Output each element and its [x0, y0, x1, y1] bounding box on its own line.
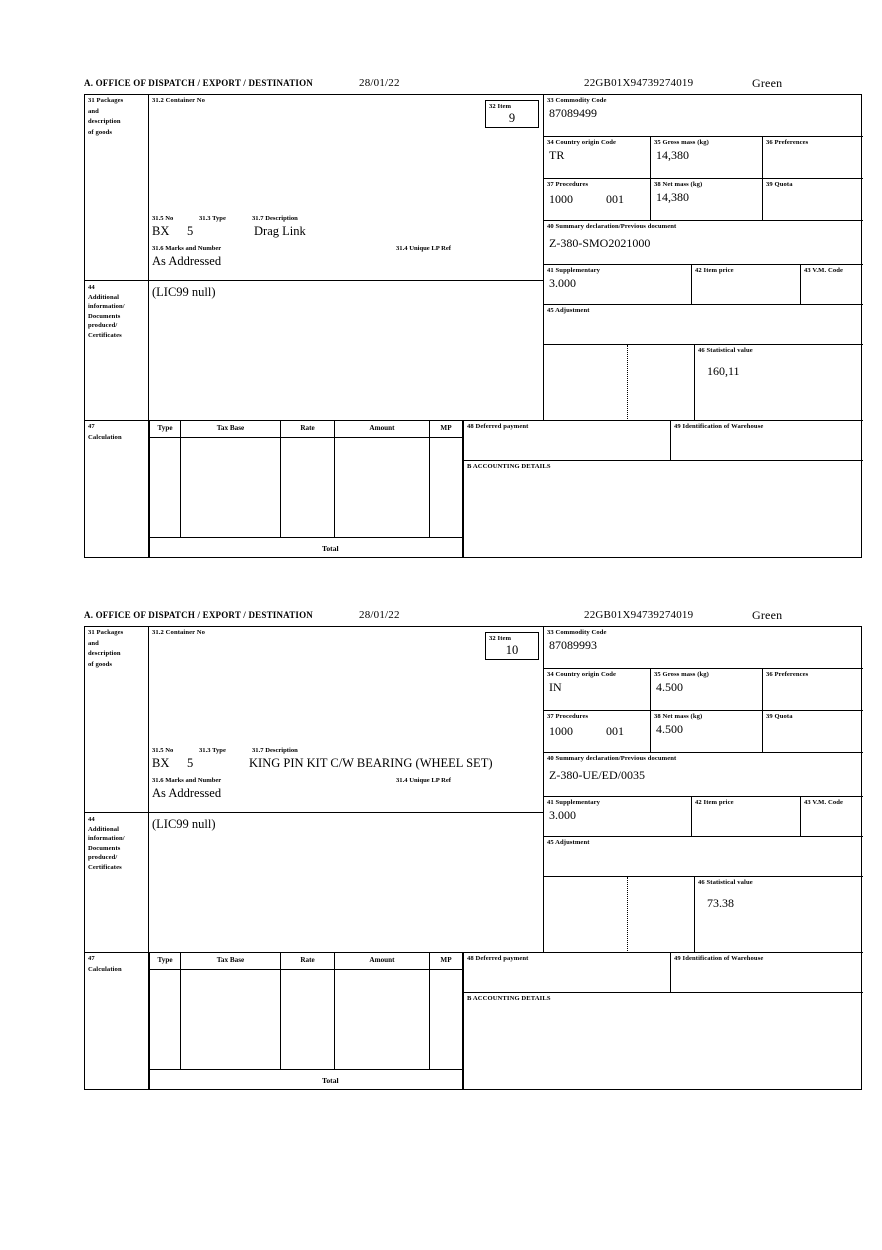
net-mass-value-2: 4.500: [656, 721, 683, 736]
quota-value-2: [763, 722, 863, 723]
declaration-table: [84, 94, 862, 558]
box-44-label-4: Documents: [88, 312, 121, 320]
dotted-divider-2: [627, 877, 628, 953]
calc-col-amount-body-2: [335, 970, 430, 1070]
box-47-label-2: Calculation: [88, 433, 122, 441]
box-31-2-label: 31.2 Container No: [152, 97, 206, 104]
box-31-label-2: and: [88, 107, 99, 115]
box-44-label-1-2: 44: [88, 816, 95, 823]
box-44-label-5: produced/: [88, 322, 118, 329]
statistical-value: 160,11: [707, 363, 740, 378]
box-34-label-2: 34 Country origin Code: [547, 671, 617, 678]
box-42-item-price: [692, 265, 801, 305]
accounting-details-label-2: B ACCOUNTING DETAILS: [467, 995, 551, 1002]
box-38-label-2: 38 Net mass (kg): [654, 713, 703, 720]
box-38-label: 38 Net mass (kg): [654, 181, 703, 188]
box-49-warehouse-2: [671, 953, 863, 993]
box-31-5-label: 31.5 No: [152, 215, 174, 222]
calc-col-amount-body: [335, 438, 430, 538]
box-46-label-2: 46 Statistical value: [698, 879, 753, 886]
box-36-label-2: 36 Preferences: [766, 671, 809, 678]
commodity-code-value-2: 87089993: [549, 637, 597, 652]
statistical-value-2: 73.38: [707, 895, 734, 910]
box-33-label-2: 33 Commodity Code: [547, 629, 607, 636]
box-48-label-2: 48 Deferred payment: [467, 955, 529, 962]
box-43-vm-code-2: [801, 797, 863, 837]
country-origin-value-2: IN: [549, 679, 562, 694]
country-origin-value: TR: [549, 147, 565, 162]
package-no-value-2: BX: [152, 756, 170, 770]
box-40-label-2: 40 Summary declaration/Previous document: [547, 755, 677, 762]
adjustment-value: [544, 316, 863, 317]
box-31-3-label-2: 31.3 Type: [199, 747, 226, 754]
calc-col-mp-body-2: [430, 970, 463, 1070]
declaration-date: 28/01/22: [359, 77, 400, 89]
box-39-quota: [763, 179, 863, 221]
box-38-net-mass-2: [651, 711, 763, 753]
box-31-label-1: 31 Packages: [88, 97, 124, 104]
box-44-label-5-2: produced/: [88, 854, 118, 861]
box-31-4-label-2: 31.4 Unique LP Ref: [396, 777, 451, 784]
box-47-calculation-label: [85, 421, 149, 558]
box-36-preferences: [763, 137, 863, 179]
movement-reference-number-2: 22GB01X94739274019: [584, 609, 694, 621]
box-49-label: 49 Identification of Warehouse: [674, 423, 764, 430]
calc-taxbase-label-2: Tax Base: [216, 956, 245, 964]
declaration-form-item-10: [84, 610, 862, 1090]
calc-type-label-2: Type: [157, 956, 173, 964]
package-type-value: 5: [187, 224, 194, 238]
calc-col-taxbase-header: [181, 421, 281, 438]
goods-description-value-2: KING PIN KIT C/W BEARING (WHEEL SET): [249, 756, 493, 770]
box-37-label-2: 37 Procedures: [547, 713, 589, 720]
form-header-2: [84, 610, 862, 626]
preferences-value: [763, 148, 863, 149]
box-44-label-2: Additional: [88, 293, 120, 301]
form-header: [84, 78, 862, 94]
box-34-country-origin-2: [544, 669, 651, 711]
box-39-quota-2: [763, 711, 863, 753]
box-44-content-2: [149, 813, 544, 953]
calculation-grid: [149, 421, 463, 558]
box-31-label-3: description: [88, 118, 121, 126]
box-31-label-1-2: 31 Packages: [88, 629, 124, 636]
warehouse-id-value: [671, 432, 863, 433]
adjustment-value-2: [544, 848, 863, 849]
box-37-procedures-2: [544, 711, 651, 753]
box-31-7-label-2: 31.7 Description: [252, 747, 298, 754]
calc-col-mp-header: [430, 421, 463, 438]
calc-col-mp-header-2: [430, 953, 463, 970]
box-42-label: 42 Item price: [695, 267, 734, 274]
box-44-additional-info-2: [85, 813, 149, 953]
vm-code-value-2: [801, 808, 863, 809]
box-31-7-label: 31.7 Description: [252, 215, 298, 222]
box-42-label-2: 42 Item price: [695, 799, 734, 806]
warehouse-id-value-2: [671, 964, 863, 965]
calc-col-amount-header: [335, 421, 430, 438]
box-31-label-2-2: and: [88, 639, 99, 647]
box-42-item-price-2: [692, 797, 801, 837]
box-31-2-label-2: 31.2 Container No: [152, 629, 206, 636]
vm-code-value: [801, 276, 863, 277]
box-35-gross-mass-2: [651, 669, 763, 711]
box-31-label-4: of goods: [88, 128, 113, 136]
procedure-code-1: 1000: [549, 191, 573, 206]
calc-col-taxbase-header-2: [181, 953, 281, 970]
box-33-label: 33 Commodity Code: [547, 97, 607, 104]
deferred-payment-value: [464, 432, 670, 433]
box-44-label-2-2: Additional: [88, 825, 120, 833]
box-46-row-2: [544, 877, 863, 953]
preferences-value-2: [763, 680, 863, 681]
box-31-packages-2: [85, 627, 149, 813]
calc-mp-label-2: MP: [440, 956, 452, 964]
box-49-warehouse: [671, 421, 863, 461]
summary-declaration-value: Z-380-SMO2021000: [549, 235, 651, 250]
box-43-label: 43 V.M. Code: [804, 267, 844, 274]
dotted-divider: [627, 345, 628, 421]
box-37-procedures: [544, 179, 651, 221]
calc-col-rate-body: [281, 438, 335, 538]
box-41-supplementary-2: [544, 797, 692, 837]
calc-taxbase-label: Tax Base: [216, 424, 245, 432]
box-44-label-4-2: Documents: [88, 844, 121, 852]
box-48-deferred-payment-2: [463, 953, 671, 993]
box-43-vm-code: [801, 265, 863, 305]
accounting-details-section-2: [463, 993, 863, 1090]
box-41-label-2: 41 Supplementary: [547, 799, 601, 806]
box-38-net-mass: [651, 179, 763, 221]
box-45-label: 45 Adjustment: [547, 307, 590, 314]
box-31-label-3-2: description: [88, 650, 121, 658]
box-41-supplementary: [544, 265, 692, 305]
summary-declaration-value-2: Z-380-UE/ED/0035: [549, 767, 645, 782]
calc-col-type-body: [149, 438, 181, 538]
box-45-adjustment-2: [544, 837, 863, 877]
box-47-label-2-2: Calculation: [88, 965, 122, 973]
box-31-packages: [85, 95, 149, 281]
calc-total-row: [149, 538, 463, 558]
calculation-grid-2: [149, 953, 463, 1090]
box-44-label-3-2: information/: [88, 835, 125, 842]
box-36-label: 36 Preferences: [766, 139, 809, 146]
supplementary-value-2: 3.000: [549, 807, 576, 822]
additional-information-value-2: (LIC99 null): [152, 817, 216, 831]
calc-total-label: Total: [322, 544, 339, 553]
calc-type-label: Type: [157, 424, 173, 432]
box-35-label-2: 35 Gross mass (kg): [654, 671, 709, 678]
box-47-calculation-label-2: [85, 953, 149, 1090]
box-43-label-2: 43 V.M. Code: [804, 799, 844, 806]
net-mass-value: 14,380: [656, 189, 689, 204]
package-no-value: BX: [152, 224, 170, 238]
box-47-label-1-2: 47: [88, 955, 95, 962]
box-35-label: 35 Gross mass (kg): [654, 139, 709, 146]
item-price-value: [692, 276, 800, 277]
box-34-country-origin: [544, 137, 651, 179]
box-44-additional-info: [85, 281, 149, 421]
package-type-value-2: 5: [187, 756, 194, 770]
calc-amount-label: Amount: [369, 424, 395, 432]
box-32-item-2: [485, 632, 539, 660]
marks-and-number-value: As Addressed: [152, 254, 222, 268]
box-39-label-2: 39 Quota: [766, 713, 793, 720]
calc-col-rate-header-2: [281, 953, 335, 970]
box-31-label-4-2: of goods: [88, 660, 113, 668]
calc-col-amount-header-2: [335, 953, 430, 970]
procedure-code-2: 001: [606, 191, 624, 206]
box-47-label-1: 47: [88, 423, 95, 430]
commodity-code-value: 87089499: [549, 105, 597, 120]
box-46-statistical-value: [694, 345, 863, 421]
deferred-payment-value-2: [464, 964, 670, 965]
declaration-date-2: 28/01/22: [359, 609, 400, 621]
box-40-summary-declaration-2: [544, 753, 863, 797]
box-45-label-2: 45 Adjustment: [547, 839, 590, 846]
calc-col-type-body-2: [149, 970, 181, 1070]
box-44-label-1: 44: [88, 284, 95, 291]
goods-description-value: Drag Link: [254, 224, 306, 238]
box-36-preferences-2: [763, 669, 863, 711]
calc-total-label-2: Total: [322, 1076, 339, 1085]
declaration-form-item-9: [84, 78, 862, 558]
box-40-label: 40 Summary declaration/Previous document: [547, 223, 677, 230]
box-40-summary-declaration: [544, 221, 863, 265]
calc-total-row-2: [149, 1070, 463, 1090]
box-46-label: 46 Statistical value: [698, 347, 753, 354]
additional-information-value: (LIC99 null): [152, 285, 216, 299]
box-37-label: 37 Procedures: [547, 181, 589, 188]
accounting-details-section: [463, 461, 863, 558]
movement-reference-number: 22GB01X94739274019: [584, 77, 694, 89]
item-number-value: 9: [508, 110, 516, 125]
calc-col-type-header-2: [149, 953, 181, 970]
box-33-commodity-code-2: [544, 627, 863, 669]
box-46-row: [544, 345, 863, 421]
box-33-commodity-code: [544, 95, 863, 137]
declaration-table-2: [84, 626, 862, 1090]
box-48-deferred-payment: [463, 421, 671, 461]
box-32-label: 32 Item: [489, 103, 512, 110]
gross-mass-value-2: 4.500: [656, 679, 683, 694]
calc-col-mp-body: [430, 438, 463, 538]
calc-col-rate-header: [281, 421, 335, 438]
box-31-5-label-2: 31.5 No: [152, 747, 174, 754]
procedure-code-1-2: 1000: [549, 723, 573, 738]
accounting-details-label: B ACCOUNTING DETAILS: [467, 463, 551, 470]
lane-status-2: Green: [752, 608, 783, 622]
calc-col-rate-body-2: [281, 970, 335, 1070]
box-44-label-3: information/: [88, 303, 125, 310]
calc-col-taxbase-body-2: [181, 970, 281, 1070]
lane-status: Green: [752, 76, 783, 90]
calc-col-taxbase-body: [181, 438, 281, 538]
box-35-gross-mass: [651, 137, 763, 179]
box-44-label-6: Certificates: [88, 331, 122, 339]
box-31-3-label: 31.3 Type: [199, 215, 226, 222]
supplementary-value: 3.000: [549, 275, 576, 290]
box-32-label-2: 32 Item: [489, 635, 512, 642]
calc-amount-label-2: Amount: [369, 956, 395, 964]
box-31-4-label: 31.4 Unique LP Ref: [396, 245, 451, 252]
box-34-label: 34 Country origin Code: [547, 139, 617, 146]
box-32-item: [485, 100, 539, 128]
office-of-dispatch-label-2: A. OFFICE OF DISPATCH / EXPORT / DESTINATION: [84, 610, 314, 620]
box-31-6-label-2: 31.6 Marks and Number: [152, 777, 222, 784]
box-41-label: 41 Supplementary: [547, 267, 601, 274]
marks-and-number-value-2: As Addressed: [152, 786, 222, 800]
office-of-dispatch-label: A. OFFICE OF DISPATCH / EXPORT / DESTINATION: [84, 78, 314, 88]
calc-col-type-header: [149, 421, 181, 438]
gross-mass-value: 14,380: [656, 147, 689, 162]
box-39-label: 39 Quota: [766, 181, 793, 188]
quota-value: [763, 190, 863, 191]
item-number-value-2: 10: [505, 642, 519, 657]
box-44-label-6-2: Certificates: [88, 863, 122, 871]
calc-rate-label: Rate: [300, 424, 315, 432]
item-price-value-2: [692, 808, 800, 809]
calc-mp-label: MP: [440, 424, 452, 432]
box-45-adjustment: [544, 305, 863, 345]
box-46-statistical-value-2: [694, 877, 863, 953]
box-48-label: 48 Deferred payment: [467, 423, 529, 430]
calc-rate-label-2: Rate: [300, 956, 315, 964]
box-31-6-label: 31.6 Marks and Number: [152, 245, 222, 252]
box-44-content: [149, 281, 544, 421]
procedure-code-2-2: 001: [606, 723, 624, 738]
box-49-label-2: 49 Identification of Warehouse: [674, 955, 764, 962]
